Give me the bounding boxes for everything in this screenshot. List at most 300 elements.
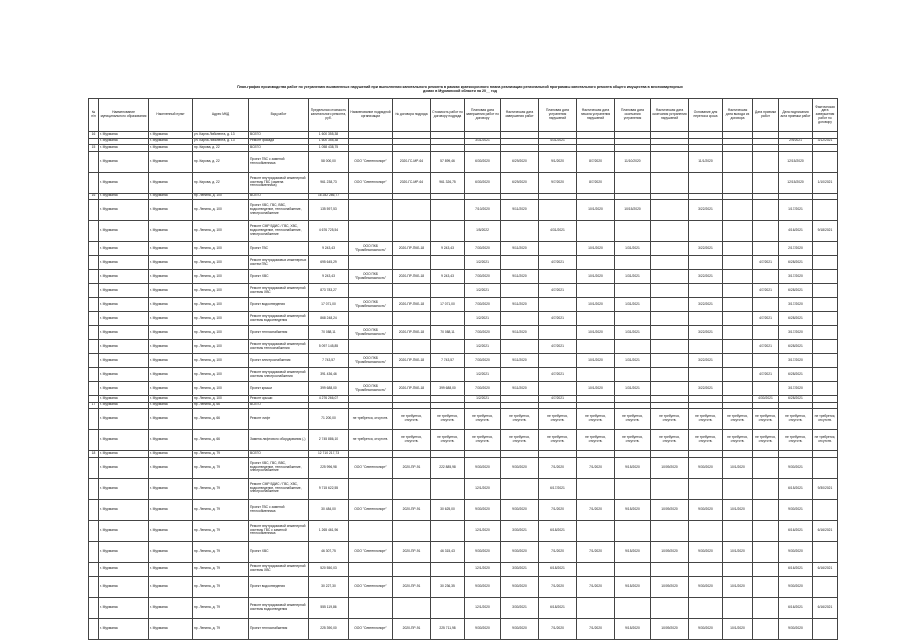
table-cell <box>753 541 779 562</box>
table-cell: 2/17/2020 <box>779 242 813 256</box>
table-cell: г. Мурманск <box>99 200 149 221</box>
table-cell <box>723 312 753 326</box>
table-cell: ООО ПКБ "Промбезопасность" <box>349 270 393 284</box>
column-header: Фактическая дата начала устранения нарушений <box>577 99 615 132</box>
table-cell: 30 227,30 <box>309 576 349 597</box>
table-cell: 10/1/2020 <box>577 298 615 312</box>
column-header: Плановая дата окончания устранения <box>615 99 651 132</box>
table-row <box>89 409 838 430</box>
table-cell: 399 688,00 <box>309 382 349 396</box>
table-cell: г. Мурманск <box>149 145 193 152</box>
table-cell: 7 743,57 <box>309 354 349 368</box>
table-cell <box>723 368 753 382</box>
table-cell: 9/11/2020 <box>501 298 539 312</box>
table-cell <box>753 242 779 256</box>
table-cell <box>723 340 753 354</box>
table-row <box>89 200 838 221</box>
table-cell <box>651 478 689 499</box>
table-cell <box>349 200 393 221</box>
table-cell: 7/1/2020 <box>539 541 577 562</box>
table-cell: 9/15/2020 <box>615 457 651 478</box>
table-cell: 868 248,24 <box>309 312 349 326</box>
table-cell: 9/15/2020 <box>615 576 651 597</box>
table-cell: 1/2/2021 <box>465 340 501 354</box>
table-cell <box>723 562 753 576</box>
table-cell: пр. Ленина, д. 79 <box>193 618 249 639</box>
table-cell: 1/10/2021 <box>813 172 838 193</box>
table-cell: 7/1/2020 <box>577 499 615 520</box>
table-cell: 3/22/2021 <box>689 200 723 221</box>
table-cell: 4/16/2021 <box>779 221 813 242</box>
table-cell: 3/30/2021 <box>501 520 539 541</box>
table-row <box>89 270 838 284</box>
table-cell: 30 236,35 <box>431 576 465 597</box>
table-cell: пр. Ленина, д. 100 <box>193 396 249 403</box>
table-cell: 3/30/2021 <box>501 562 539 576</box>
table-cell <box>651 221 689 242</box>
table-cell: 3/22/2021 <box>689 242 723 256</box>
table-cell: 2020-ПР-91 <box>393 499 431 520</box>
table-cell: 695 645,29 <box>309 256 349 270</box>
table-cell: 9/30/2020 <box>689 541 723 562</box>
table-cell: 3/12/2021 <box>813 138 838 145</box>
table-cell: г. Мурманск <box>99 312 149 326</box>
table-cell: 520 550,03 <box>309 562 349 576</box>
table-cell: 7/1/2020 <box>539 499 577 520</box>
table-cell: 4/7/2021 <box>539 284 577 298</box>
table-cell: 10/09/2020 <box>651 499 689 520</box>
table-row <box>89 326 838 340</box>
table-cell <box>689 368 723 382</box>
table-cell: 6/16/2021 <box>779 520 813 541</box>
table-cell: г. Мурманск <box>149 520 193 541</box>
table-cell <box>577 562 615 576</box>
table-cell: 10/1/2020 <box>577 270 615 284</box>
table-cell <box>393 597 431 618</box>
table-cell <box>753 597 779 618</box>
table-cell: 6/30/2020 <box>465 151 501 172</box>
table-cell: пр. Ленина, д. 79 <box>193 457 249 478</box>
table-cell: Проект ГВС с заменой теплообменника <box>249 151 309 172</box>
table-cell: 9/30/2020 <box>465 457 501 478</box>
table-cell: г. Мурманск <box>149 200 193 221</box>
table-cell: 2020-ПР-91 <box>393 541 431 562</box>
table-cell: Ремонт фасада <box>249 138 309 145</box>
table-cell: не требуется, отсутств. <box>431 430 465 451</box>
table-cell: 9/30/2020 <box>465 576 501 597</box>
table-cell: г. Мурманск <box>149 396 193 403</box>
table-cell: 3/22/2021 <box>689 298 723 312</box>
table-cell <box>501 368 539 382</box>
table-cell: 11/10/2020 <box>615 151 651 172</box>
table-cell <box>577 520 615 541</box>
table-cell: 4/31/2021 <box>539 221 577 242</box>
table-cell <box>813 242 838 256</box>
table-cell <box>813 576 838 597</box>
table-cell <box>651 270 689 284</box>
table-cell <box>89 256 99 270</box>
table-row <box>89 618 838 639</box>
table-cell <box>89 270 99 284</box>
table-cell: не требуется, отсутств. <box>577 430 615 451</box>
table-cell <box>651 368 689 382</box>
table-cell: не требуется, отсутств. <box>723 430 753 451</box>
table-cell: г. Мурманск <box>149 618 193 639</box>
table-cell <box>393 284 431 298</box>
table-cell: 1/2/2021 <box>465 396 501 403</box>
table-cell <box>89 151 99 172</box>
table-cell: 9/30/2020 <box>779 618 813 639</box>
table-cell: г. Мурманск <box>149 409 193 430</box>
table-cell <box>753 172 779 193</box>
table-cell <box>539 326 577 340</box>
table-cell: 12/1/2020 <box>465 597 501 618</box>
table-cell: ул. Карла Либкнехта, д. 13 <box>193 132 249 139</box>
table-cell: Ремонт внутридомовой инженерной системы ГВС (замена теплообменника) <box>249 172 309 193</box>
table-row <box>89 242 838 256</box>
table-cell: не требуется, отсутств. <box>349 409 393 430</box>
table-cell <box>753 151 779 172</box>
table-cell: 6/18/2021 <box>539 562 577 576</box>
table-cell: 7/1/2020 <box>577 618 615 639</box>
table-cell: 6/29/2020 <box>501 151 539 172</box>
table-cell <box>431 312 465 326</box>
table-cell <box>689 340 723 354</box>
table-cell <box>813 151 838 172</box>
table-cell: г. Мурманск <box>99 326 149 340</box>
table-cell: г. Мурманск <box>149 541 193 562</box>
table-cell: 225 996,98 <box>309 457 349 478</box>
table-cell <box>723 256 753 270</box>
table-cell <box>577 478 615 499</box>
table-cell: ООО "Севтеплопорт" <box>349 172 393 193</box>
table-cell: 6/17/2021 <box>539 478 577 499</box>
table-cell <box>651 312 689 326</box>
table-cell: пр. Ленина, д. 100 <box>193 326 249 340</box>
table-cell: ВСЕГО <box>249 451 309 458</box>
table-cell: 10/09/2020 <box>651 576 689 597</box>
table-cell <box>813 618 838 639</box>
table-cell <box>89 354 99 368</box>
table-cell: 9/30/2020 <box>779 576 813 597</box>
table-cell <box>539 298 577 312</box>
table-cell <box>89 368 99 382</box>
table-cell: 10/1/2020 <box>723 618 753 639</box>
table-cell <box>615 221 651 242</box>
table-cell: г. Мурманск <box>99 618 149 639</box>
table-cell: г. Мурманск <box>99 409 149 430</box>
table-cell: Проект водоотведения <box>249 576 309 597</box>
table-cell: не требуется, отсутств. <box>393 430 431 451</box>
table-cell: пр. Ленина, д. 79 <box>193 576 249 597</box>
table-cell <box>689 221 723 242</box>
table-cell: 6/28/2021 <box>779 256 813 270</box>
table-cell: 6/15/2021 <box>779 478 813 499</box>
table-cell: г. Мурманск <box>149 402 193 409</box>
table-cell: 57 899,46 <box>431 151 465 172</box>
table-cell: ООО ПКБ "Промбезопасность" <box>349 326 393 340</box>
table-cell <box>89 478 99 499</box>
table-cell: Проект ХВС, ГВС, ВВС, водоотведение, теплоснабжение, электроснабжение <box>249 200 309 221</box>
table-cell <box>89 499 99 520</box>
table-cell: 2/9/2021 <box>779 138 813 145</box>
table-cell: 9/30/2020 <box>501 541 539 562</box>
table-cell <box>89 576 99 597</box>
table-row <box>89 354 838 368</box>
table-cell <box>753 520 779 541</box>
table-cell <box>89 618 99 639</box>
table-cell: пр. Ленина, д. 100 <box>193 270 249 284</box>
table-cell: 17 071,00 <box>309 298 349 312</box>
table-cell: пр. Ленина, д. 100 <box>193 256 249 270</box>
table-cell: Ремонт внутридомовой инженерной системы ГВС с заменой теплообменника <box>249 520 309 541</box>
table-cell <box>651 340 689 354</box>
table-cell <box>349 221 393 242</box>
column-header: Фактическая дата выхода из договора <box>723 99 753 132</box>
table-cell <box>723 478 753 499</box>
table-cell: 6/16/2021 <box>813 520 838 541</box>
table-cell: пр. Ленина, д. 66 <box>193 402 249 409</box>
table-cell: 1/2/2021 <box>465 284 501 298</box>
table-cell: 16 282 286,77 <box>309 193 349 200</box>
table-cell: 2020-ПР-ПКБ-18 <box>393 354 431 368</box>
table-cell: г. Мурманск <box>149 430 193 451</box>
table-cell: г. Мурманск <box>149 499 193 520</box>
table-cell: 71 200,00 <box>309 409 349 430</box>
table-cell: 7/1/2020 <box>539 618 577 639</box>
table-cell: 961 238,73 <box>309 172 349 193</box>
table-cell: Ремонт внутридомовой инженерной системы водоотведения <box>249 597 309 618</box>
table-cell: 6/18/2021 <box>539 520 577 541</box>
table-cell <box>431 597 465 618</box>
table-cell: 30 484,00 <box>309 499 349 520</box>
table-cell: г. Мурманск <box>99 172 149 193</box>
table-cell: 3/22/2021 <box>689 354 723 368</box>
table-cell: ул. Карла Либкнехта, д. 13 <box>193 138 249 145</box>
table-cell: 9 243,43 <box>309 242 349 256</box>
table-cell: Ремонт внутридомовой инженерной системы электроснабжения <box>249 368 309 382</box>
table-row <box>89 478 838 499</box>
table-cell: г. Мурманск <box>99 340 149 354</box>
header-row <box>89 99 838 132</box>
table-cell: 6/30/2020 <box>465 172 501 193</box>
table-cell: г. Мурманск <box>99 451 149 458</box>
table-cell: пр. Ленина, д. 66 <box>193 409 249 430</box>
table-cell: г. Мурманск <box>99 597 149 618</box>
table-cell: пр. Ленина, д. 100 <box>193 193 249 200</box>
column-header: Плановая дата устранения нарушений <box>539 99 577 132</box>
table-row <box>89 256 838 270</box>
table-cell <box>723 382 753 396</box>
table-cell <box>651 256 689 270</box>
table-cell: 7/30/2020 <box>465 242 501 256</box>
table-cell: 6/28/2021 <box>779 396 813 403</box>
column-header: Наименование подрядной организации <box>349 99 393 132</box>
table-cell: г. Мурманск <box>149 284 193 298</box>
table-cell: ООО "Севтеплопорт" <box>349 618 393 639</box>
table-cell: 9/11/2020 <box>501 200 539 221</box>
table-cell: г. Мурманск <box>149 451 193 458</box>
table-cell <box>431 562 465 576</box>
table-cell: 12/15/2020 <box>779 151 813 172</box>
table-cell: 6/28/2021 <box>779 284 813 298</box>
table-row <box>89 430 838 451</box>
table-cell: г. Мурманск <box>99 430 149 451</box>
table-cell <box>813 298 838 312</box>
table-cell <box>753 562 779 576</box>
table-cell <box>89 520 99 541</box>
table-cell: 7/1/2020 <box>539 576 577 597</box>
table-cell: Проект теплоснабжения <box>249 618 309 639</box>
table-cell: 10/09/2020 <box>651 618 689 639</box>
table-cell <box>753 354 779 368</box>
table-cell <box>89 200 99 221</box>
table-cell: 3/17/2020 <box>779 298 813 312</box>
table-cell <box>813 499 838 520</box>
table-cell <box>89 597 99 618</box>
table-cell: пр. Ленина, д. 100 <box>193 382 249 396</box>
table-cell: 16 <box>89 193 99 200</box>
table-cell: не требуется, отсутств. <box>615 430 651 451</box>
table-cell <box>431 368 465 382</box>
table-cell: 4/7/2021 <box>753 340 779 354</box>
table-cell <box>539 382 577 396</box>
table-cell: 7/30/2020 <box>465 326 501 340</box>
table-cell <box>349 312 393 326</box>
table-cell: 8/7/2020 <box>577 172 615 193</box>
table-cell: пр. Ленина, д. 100 <box>193 284 249 298</box>
table-cell: 9/30/2020 <box>501 457 539 478</box>
table-cell: г. Мурманск <box>149 326 193 340</box>
table-cell: пр. Ленина, д. 100 <box>193 221 249 242</box>
table-cell <box>431 340 465 354</box>
table-cell <box>89 409 99 430</box>
table-cell <box>393 256 431 270</box>
table-cell <box>753 576 779 597</box>
table-cell: 6/29/2020 <box>501 172 539 193</box>
table-cell <box>577 340 615 354</box>
table-cell: ООО ПКБ "Промбезопасность" <box>349 298 393 312</box>
table-cell: 4/7/2021 <box>539 312 577 326</box>
table-cell <box>651 597 689 618</box>
document-title: План-график производства работ по устранению выявленных нарушений при выполнении капитального ремонта в рамках краткосрочного плана реализации региональной программы капитального ремонта общего имущества в многоквартирных домах в Мурманской области на 20__ год <box>237 85 683 94</box>
table-cell <box>689 256 723 270</box>
table-cell: Ремонт внутридомовых инженерных систем ГВС <box>249 256 309 270</box>
table-cell: 2020-ПР-ПКБ-18 <box>393 326 431 340</box>
table-cell <box>723 354 753 368</box>
table-cell: пр. Ленина, д. 79 <box>193 451 249 458</box>
table-cell: ООО "Севтеплопорт" <box>349 151 393 172</box>
table-row <box>89 382 838 396</box>
table-cell: 7/1/2020 <box>539 457 577 478</box>
table-cell <box>723 326 753 340</box>
table-cell: 10/1/2020 <box>577 382 615 396</box>
table-cell: г. Мурманск <box>99 396 149 403</box>
table-cell: не требуется, отсутств. <box>577 409 615 430</box>
table-cell <box>501 256 539 270</box>
table-cell: 5 097 145,85 <box>309 340 349 354</box>
table-cell: 17 071,00 <box>431 298 465 312</box>
table-cell <box>349 520 393 541</box>
table-cell: 9/30/2021 <box>813 478 838 499</box>
table-cell: 2020-ПР-91 <box>393 576 431 597</box>
table-cell <box>577 284 615 298</box>
table-cell: пр. Ленина, д. 100 <box>193 200 249 221</box>
table-cell: г. Мурманск <box>149 242 193 256</box>
table-cell: г. Мурманск <box>149 193 193 200</box>
table-cell: г. Мурманск <box>149 270 193 284</box>
table-cell <box>539 200 577 221</box>
table-cell: пр. Кирова, д. 22 <box>193 172 249 193</box>
table-cell <box>393 340 431 354</box>
table-cell: не требуется, отсутств. <box>779 409 813 430</box>
table-cell: г. Мурманск <box>149 382 193 396</box>
table-cell <box>723 172 753 193</box>
table-cell <box>689 284 723 298</box>
table-cell: не требуется, отсутств. <box>501 430 539 451</box>
table-cell: ООО ПКБ "Промбезопасность" <box>349 382 393 396</box>
table-cell <box>89 172 99 193</box>
table-cell <box>723 597 753 618</box>
table-cell: Ремонт крыши <box>249 396 309 403</box>
table-cell: г. Мурманск <box>149 256 193 270</box>
table-cell: 4/7/2021 <box>539 396 577 403</box>
table-cell <box>89 221 99 242</box>
table-cell <box>753 221 779 242</box>
table-cell <box>89 298 99 312</box>
table-cell: г. Мурманск <box>149 457 193 478</box>
table-cell: г. Мурманск <box>149 478 193 499</box>
table-cell: 4/31/2021 <box>539 138 577 145</box>
table-cell: не требуется, отсутств. <box>539 409 577 430</box>
table-cell: 16 <box>89 132 99 139</box>
table-cell: г. Мурманск <box>149 132 193 139</box>
table-cell <box>723 298 753 312</box>
table-cell: 2020-ПР-ПКБ-18 <box>393 298 431 312</box>
table-cell: 17 <box>89 402 99 409</box>
table-cell: 1/31/2021 <box>615 382 651 396</box>
table-cell: 9 243,43 <box>431 242 465 256</box>
table-cell <box>89 242 99 256</box>
table-cell: 10/1/2020 <box>577 242 615 256</box>
table-cell: 225 711,98 <box>431 618 465 639</box>
table-cell: г. Мурманск <box>99 576 149 597</box>
table-cell <box>89 312 99 326</box>
table-cell: Проект электроснабжения <box>249 354 309 368</box>
table-cell: 555 119,86 <box>309 597 349 618</box>
table-cell: 7/30/2020 <box>465 298 501 312</box>
table-cell: 3/30/2021 <box>501 597 539 618</box>
table-cell: 9/30/2020 <box>465 618 501 639</box>
table-cell: 6/16/2021 <box>779 597 813 618</box>
table-cell: 9/18/2021 <box>813 221 838 242</box>
table-cell <box>501 312 539 326</box>
table-cell <box>393 312 431 326</box>
table-cell <box>813 256 838 270</box>
table-cell: 10/1/2020 <box>723 499 753 520</box>
table-cell: 12 710 217,73 <box>309 451 349 458</box>
table-cell: Ремонт СМР ВДИС / ГВС, ХВС, водоотведение, теплоснабжение, электроснабжение <box>249 478 309 499</box>
table-cell: 1/2/2021 <box>465 256 501 270</box>
table-cell: 12/1/2020 <box>465 562 501 576</box>
table-cell: 10/1/2020 <box>723 541 753 562</box>
table-cell: 70 088,11 <box>309 326 349 340</box>
table-cell <box>651 354 689 368</box>
table-cell: 9/30/2020 <box>689 457 723 478</box>
table-cell: 6/28/2021 <box>779 312 813 326</box>
table-cell <box>689 597 723 618</box>
table-cell: ООО "Севтеплопорт" <box>349 499 393 520</box>
